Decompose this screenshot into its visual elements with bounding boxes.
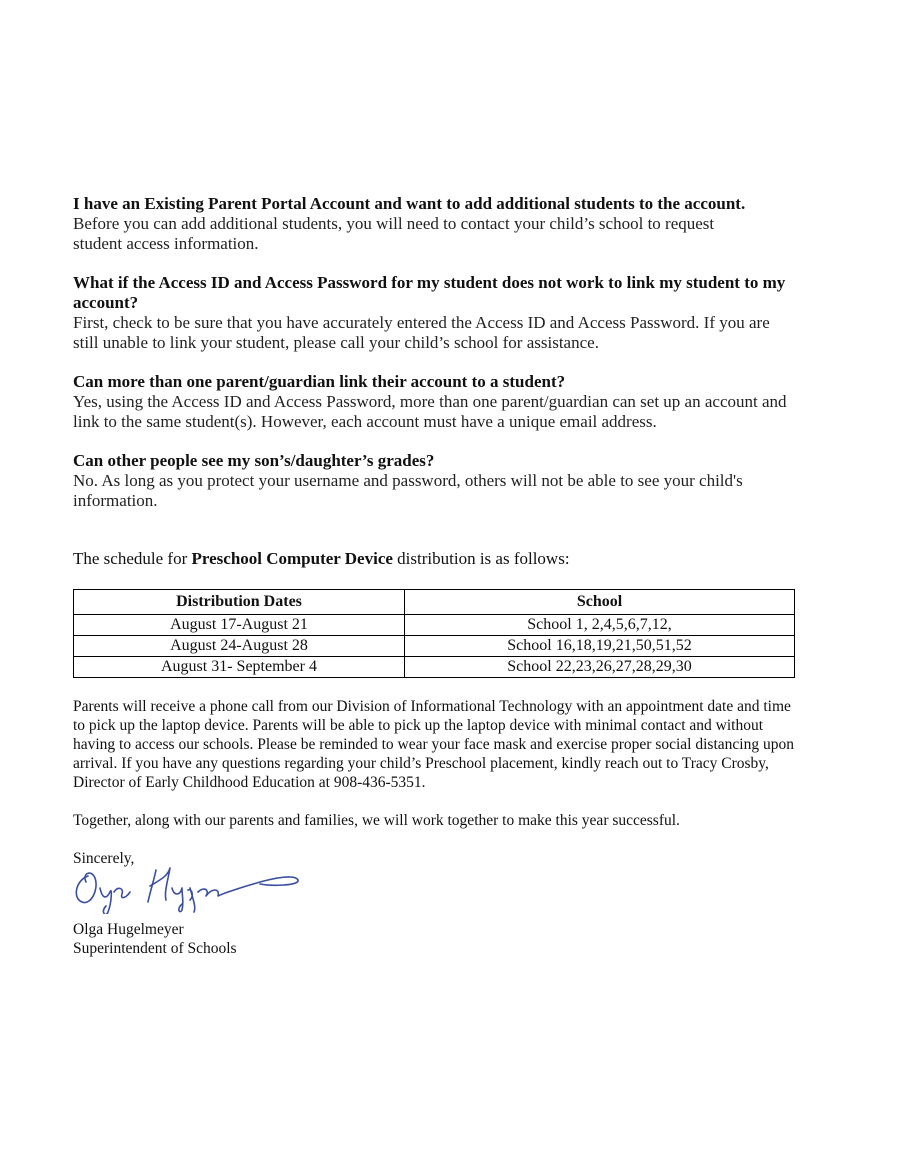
handwritten-signature [70,862,305,914]
closing-section [73,697,833,887]
faq-answer-line: link to the same student(s). However, each account must have a unique email address. [73,412,657,431]
closing-paragraph [73,697,833,792]
table-cell-dates: August 17-August 21 [74,615,405,636]
distribution-schedule-table [73,589,795,678]
schedule-intro-suffix: distribution is as follows: [392,549,570,568]
table-header-school: School [405,590,795,615]
faq-question: What if the Access ID and Access Password for my student does not work to link my student to my [73,273,786,292]
closing-line: Parents will receive a phone call from our Division of Informational Technology with an appointment date and time [73,698,791,715]
faq-question: I have an Existing Parent Portal Account and want to add additional students to the account. [73,194,746,213]
signature-block [73,920,237,958]
faq-question: account? [73,293,139,312]
table-row [74,636,795,657]
table-cell-school: School 1, 2,4,5,6,7,12, [405,615,795,636]
schedule-intro [73,549,570,569]
signer-title: Superintendent of Schools [73,940,237,957]
faq-answer-line: Yes, using the Access ID and Access Password, more than one parent/guardian can set up an account and [73,392,787,411]
table-cell-dates: August 24-August 28 [74,636,405,657]
table-cell-school: School 22,23,26,27,28,29,30 [405,657,795,678]
closing-line: having to access our schools. Please be reminded to wear your face mask and exercise proper social distancing upon [73,736,794,753]
signer-name: Olga Hugelmeyer [73,921,184,938]
table-row [74,657,795,678]
faq-item-add-students [73,194,833,254]
faq-question: Can other people see my son’s/daughter’s grades? [73,451,435,470]
closing-together: Together, along with our parents and families, we will work together to make this year successful. [73,812,680,829]
table-header-row [74,590,795,615]
closing-line: arrival. If you have any questions regarding your child’s Preschool placement, kindly reach out to Tracy Crosby, [73,755,769,772]
table-cell-school: School 16,18,19,21,50,51,52 [405,636,795,657]
faq-answer-line: No. As long as you protect your username and password, others will not be able to see your child's [73,471,743,490]
faq-answer-line: First, check to be sure that you have accurately entered the Access ID and Access Password. If you are [73,313,770,332]
faq-answer-line: Before you can add additional students, you will need to contact your child’s school to request [73,214,715,233]
faq-item-multiple-parents [73,372,833,432]
faq-answer-line: student access information. [73,234,259,253]
faq-item-grades-privacy [73,451,833,511]
faq-item-access-id [73,273,833,353]
faq-question: Can more than one parent/guardian link their account to a student? [73,372,566,391]
schedule-intro-prefix: The schedule for [73,549,192,568]
faq-section [73,194,833,530]
table-header-dates: Distribution Dates [74,590,405,615]
salutation: Sincerely, [73,850,135,867]
table-row [74,615,795,636]
table-cell-dates: August 31- September 4 [74,657,405,678]
faq-answer-line: still unable to link your student, please call your child’s school for assistance. [73,333,599,352]
faq-answer-line: information. [73,491,158,510]
closing-line: to pick up the laptop device. Parents will be able to pick up the laptop device with minimal contact and without [73,717,764,734]
schedule-intro-bold: Preschool Computer Device [191,549,393,568]
closing-line: Director of Early Childhood Education at 908-436-5351. [73,774,426,791]
